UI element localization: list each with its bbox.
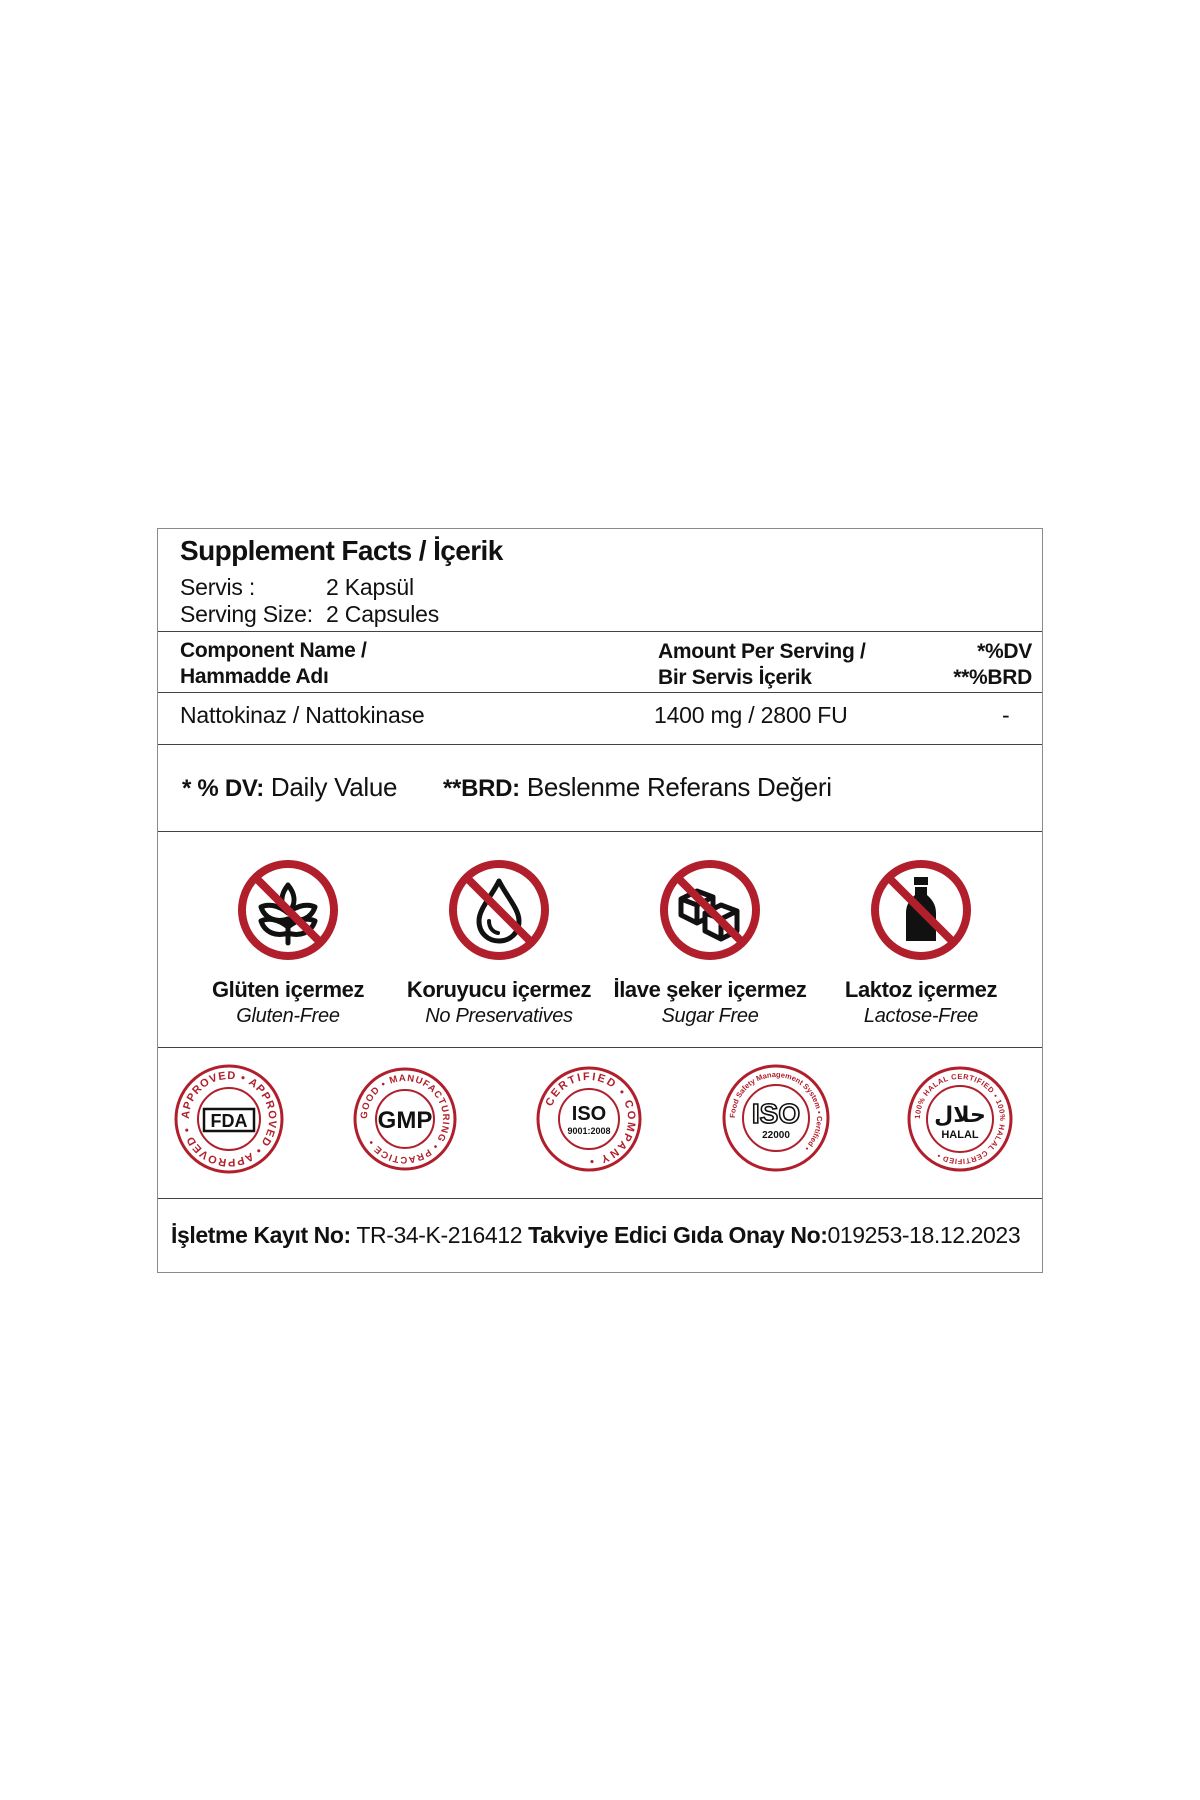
halal-seal-icon	[906, 1065, 1014, 1173]
legend-dv	[182, 772, 397, 803]
table-row-name: Nattokinaz / Nattokinase	[180, 702, 425, 728]
free-from-item	[811, 857, 1031, 1028]
header-dv	[953, 639, 1032, 691]
approval-value: 019253-18.12.2023	[827, 1222, 1021, 1248]
divider	[158, 631, 1042, 632]
divider	[158, 692, 1042, 693]
fda-approved-seal-icon	[173, 1063, 285, 1175]
table-row-amount: 1400 mg / 2800 FU	[654, 702, 848, 728]
divider	[158, 831, 1042, 832]
header-amount	[658, 639, 866, 691]
header-amount-line1: Amount Per Serving /	[658, 640, 866, 663]
seal-center-text: حلال	[934, 1103, 986, 1128]
serving-tr-value: 2 Kapsül	[326, 574, 414, 600]
free-from-subtitle: Sugar Free	[661, 1005, 759, 1027]
wheat-crossed-icon	[235, 857, 341, 963]
free-from-item	[600, 857, 820, 1028]
seal-sub-text: 22000	[762, 1130, 790, 1141]
free-from-subtitle: No Preservatives	[425, 1005, 573, 1027]
free-from-item	[178, 857, 398, 1028]
seal-sub-text: HALAL	[941, 1129, 979, 1141]
divider	[158, 1047, 1042, 1048]
legend-dv-key: * % DV:	[182, 775, 264, 802]
milk-bottle-crossed-icon	[868, 857, 974, 963]
legend-brd-value: Beslenme Referans Değeri	[526, 772, 832, 802]
header-dv-line1: *%DV	[977, 640, 1032, 663]
sugar-cubes-crossed-icon	[657, 857, 763, 963]
supplement-facts-panel	[157, 528, 1043, 1273]
reg-label: İşletme Kayıt No:	[171, 1222, 351, 1248]
legend-brd	[443, 772, 832, 803]
table-row-dv: -	[1002, 702, 1010, 728]
iso-22000-seal-icon	[721, 1063, 831, 1173]
legend-dv-value: Daily Value	[270, 772, 398, 802]
seal-ring-text: CERTIFIED • COMPANY •	[543, 1070, 638, 1168]
panel-title: Supplement Facts / İçerik	[180, 535, 503, 566]
header-component-name	[180, 638, 367, 690]
divider	[158, 744, 1042, 745]
reg-value: TR-34-K-216412	[356, 1222, 523, 1248]
seal-center-text: ISO	[571, 1103, 607, 1125]
seal-ring-text: APPROVED • APPROVED • APPROVED •	[179, 1069, 279, 1169]
free-from-subtitle: Lactose-Free	[863, 1005, 979, 1027]
seal-sub-text: 9001:2008	[567, 1126, 611, 1136]
header-name-line1: Component Name /	[180, 639, 367, 662]
free-from-title: Glüten içermez	[211, 977, 365, 1002]
seal-center-text: FDA	[210, 1111, 248, 1131]
certifications-section	[158, 1059, 1042, 1184]
approval-label: Takviye Edici Gıda Onay No:	[528, 1222, 828, 1248]
free-from-subtitle: Gluten-Free	[236, 1005, 340, 1027]
header-amount-line2: Bir Servis İçerik	[658, 666, 812, 689]
gmp-seal-icon	[353, 1067, 457, 1171]
free-from-title: Laktoz içermez	[844, 977, 998, 1002]
serving-en-label: Serving Size:	[180, 601, 313, 627]
seal-center-text: ISO	[751, 1098, 801, 1129]
seal-ring-text: 100% HALAL CERTIFIED • 100% HALAL CERTIFIED •	[912, 1071, 1008, 1167]
header-dv-line2: **%BRD	[953, 666, 1032, 689]
serving-en-value: 2 Capsules	[326, 601, 440, 627]
serving-tr-label: Servis :	[180, 574, 256, 600]
iso-9001-seal-icon	[535, 1065, 643, 1173]
drop-crossed-icon	[446, 857, 552, 963]
seal-ring-text: Food Safety Management System • Certified •	[727, 1069, 825, 1153]
legend-brd-key: **BRD:	[443, 775, 520, 802]
free-from-item	[389, 857, 609, 1028]
free-from-title: İlave şeker içermez	[613, 977, 807, 1002]
free-from-title: Koruyucu içermez	[406, 977, 592, 1002]
free-from-section	[158, 857, 1042, 1027]
header-name-line2: Hammadde Adı	[180, 665, 329, 688]
divider	[158, 1198, 1042, 1199]
registration-footer	[171, 1222, 1020, 1249]
seal-center-text: GMP	[377, 1107, 433, 1134]
seal-ring-text: GOOD • MANUFACTURING • PRACTICE •	[358, 1072, 452, 1166]
